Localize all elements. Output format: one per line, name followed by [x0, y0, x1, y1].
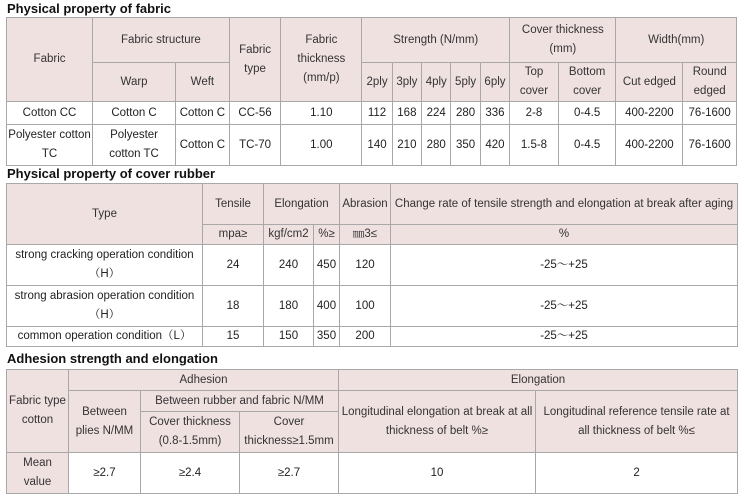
- strength-cell: 280: [422, 125, 451, 166]
- change-rate-cell: -25～+25: [391, 245, 738, 286]
- strength-cell: 210: [392, 125, 421, 166]
- tensile-cell: 15: [203, 327, 264, 347]
- elongation-pct-cell: 400: [314, 286, 340, 327]
- strength-cell: 168: [392, 102, 421, 125]
- type-cell: CC-56: [229, 102, 281, 125]
- col-long-ref-header: Longitudinal reference tensile rate at all thickness of belt %≤: [536, 391, 738, 453]
- col-abrasion-header: Abrasion: [340, 184, 391, 225]
- long-ref-cell: 2: [536, 453, 738, 494]
- col-ply-header: 2ply: [362, 63, 392, 102]
- fabric-section-title: Physical property of fabric: [7, 1, 171, 16]
- adhesion-section-title: Adhesion strength and elongation: [7, 351, 218, 366]
- round-edged-cell: 76-1600: [683, 125, 737, 166]
- col-weft-header: Weft: [176, 63, 230, 102]
- col-type-header: Fabric type: [229, 18, 281, 102]
- long-break-cell: 10: [339, 453, 536, 494]
- change-rate-cell: -25～+25: [391, 286, 738, 327]
- elongation-pct-cell: 450: [314, 245, 340, 286]
- strength-cell: 350: [451, 125, 480, 166]
- unit-elongation-pct: %≥: [314, 225, 340, 245]
- strength-cell: 420: [480, 125, 509, 166]
- elongation-pct-cell: 350: [314, 327, 340, 347]
- fabric-table: [6, 17, 737, 166]
- col-width-header: Width(mm): [616, 18, 737, 63]
- col-warp-header: Warp: [93, 63, 176, 102]
- col-long-break-header: Longitudinal elongation at break at all thickness of belt %≥: [339, 391, 536, 453]
- col-between-rubber-header: Between rubber and fabric N/MM: [141, 391, 339, 412]
- mean-value-label: Mean value: [7, 453, 69, 494]
- cover-thin-cell: ≥2.4: [141, 453, 240, 494]
- col-ply-header: 4ply: [422, 63, 451, 102]
- unit-elongation-kgf: kgf/cm2: [264, 225, 314, 245]
- weft-cell: Cotton C: [176, 125, 230, 166]
- col-round-edged-header: Round edged: [683, 63, 737, 102]
- thickness-cell: 1.10: [281, 102, 362, 125]
- strength-cell: 336: [480, 102, 509, 125]
- col-rubber-type-header: Type: [7, 184, 203, 245]
- table-row: [7, 453, 738, 494]
- col-cover-thin-header: Cover thickness (0.8-1.5mm): [141, 412, 240, 453]
- col-ply-header: 3ply: [392, 63, 421, 102]
- elongation-kgf-cell: 180: [264, 286, 314, 327]
- adhesion-table: [6, 369, 738, 494]
- col-top-cover-header: Top cover: [510, 63, 559, 102]
- strength-cell: 280: [451, 102, 480, 125]
- thickness-cell: 1.00: [281, 125, 362, 166]
- cut-edged-cell: 400-2200: [616, 125, 683, 166]
- strength-cell: 112: [362, 102, 392, 125]
- cover-thick-cell: ≥2.7: [240, 453, 339, 494]
- col-cover-thick-header: Cover thickness≥1.5mm: [240, 412, 339, 453]
- col-adhesion-header: Adhesion: [69, 370, 339, 391]
- rubber-section-title: Physical property of cover rubber: [7, 166, 216, 181]
- col-elongation-header: Elongation: [264, 184, 340, 225]
- warp-cell: Polyester cotton TC: [93, 125, 176, 166]
- elongation-kgf-cell: 150: [264, 327, 314, 347]
- unit-tensile: mpa≥: [203, 225, 264, 245]
- table-row: [7, 327, 738, 347]
- warp-cell: Cotton C: [93, 102, 176, 125]
- rubber-type-cell: common operation condition（L）: [7, 327, 203, 347]
- weft-cell: Cotton C: [176, 102, 230, 125]
- top-cover-cell: 1.5-8: [510, 125, 559, 166]
- col-thickness-header: Fabric thickness (mm/p): [281, 18, 362, 102]
- tensile-cell: 24: [203, 245, 264, 286]
- col-ply-header: 5ply: [451, 63, 480, 102]
- table-row: [7, 102, 737, 125]
- col-bottom-cover-header: Bottom cover: [558, 63, 616, 102]
- col-elongation-group-header: Elongation: [339, 370, 738, 391]
- strength-cell: 224: [422, 102, 451, 125]
- change-rate-cell: -25～+25: [391, 327, 738, 347]
- between-plies-cell: ≥2.7: [69, 453, 141, 494]
- fabric-cell: Polyester cotton TC: [7, 125, 93, 166]
- cut-edged-cell: 400-2200: [616, 102, 683, 125]
- col-between-plies-header: Between plies N/MM: [69, 391, 141, 453]
- fabric-cell: Cotton CC: [7, 102, 93, 125]
- strength-cell: 140: [362, 125, 392, 166]
- rubber-type-cell: strong cracking operation condition（H）: [7, 245, 203, 286]
- unit-abrasion: ㎜3≤: [340, 225, 391, 245]
- col-fabric-header: Fabric: [7, 18, 93, 102]
- col-fabric-type-header: Fabric type cotton: [7, 370, 69, 453]
- tensile-cell: 18: [203, 286, 264, 327]
- type-cell: TC-70: [229, 125, 281, 166]
- col-strength-header: Strength (N/mm): [362, 18, 510, 63]
- abrasion-cell: 100: [340, 286, 391, 327]
- round-edged-cell: 76-1600: [683, 102, 737, 125]
- table-row: [7, 245, 738, 286]
- table-row: [7, 125, 737, 166]
- rubber-type-cell: strong abrasion operation condition（H）: [7, 286, 203, 327]
- col-structure-header: Fabric structure: [93, 18, 230, 63]
- bottom-cover-cell: 0-4.5: [558, 102, 616, 125]
- top-cover-cell: 2-8: [510, 102, 559, 125]
- col-ply-header: 6ply: [480, 63, 509, 102]
- abrasion-cell: 120: [340, 245, 391, 286]
- rubber-table: [6, 183, 738, 347]
- table-row: [7, 286, 738, 327]
- col-cut-edged-header: Cut edged: [616, 63, 683, 102]
- abrasion-cell: 200: [340, 327, 391, 347]
- col-change-rate-header: Change rate of tensile strength and elongation at break after aging: [391, 184, 738, 225]
- col-cover-header: Cover thickness (mm): [510, 18, 616, 63]
- bottom-cover-cell: 0-4.5: [558, 125, 616, 166]
- col-tensile-header: Tensile: [203, 184, 264, 225]
- elongation-kgf-cell: 240: [264, 245, 314, 286]
- unit-change-rate: %: [391, 225, 738, 245]
